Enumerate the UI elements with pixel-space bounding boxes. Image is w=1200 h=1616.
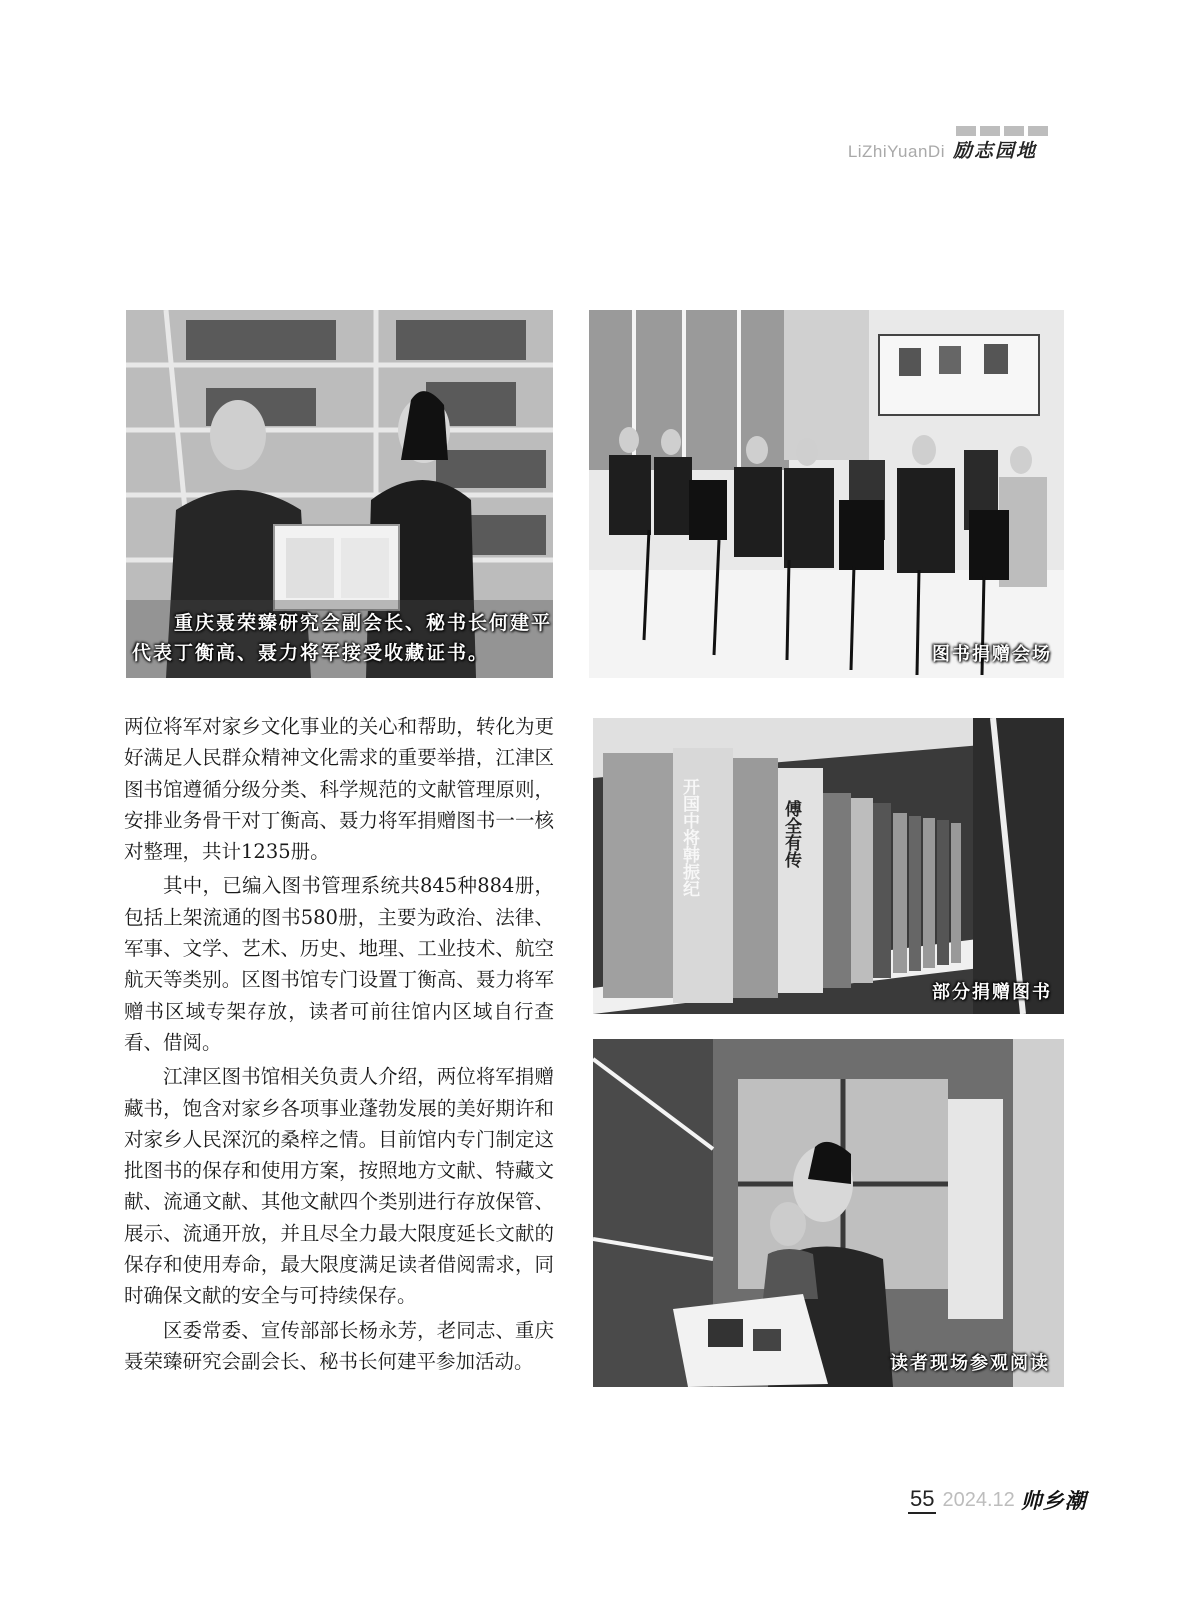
section-title: 励志园地 <box>952 140 1037 162</box>
issue-date: 2024.12 <box>942 1488 1015 1511</box>
venue-image <box>589 310 1064 678</box>
magazine-masthead: 帅乡潮 <box>1020 1489 1087 1513</box>
body-paragraph-4: 区委常委、宣传部部长杨永芳，老同志、重庆聂荣臻研究会副会长、秘书长何建平参加活动。 <box>124 1318 554 1373</box>
ceremony-caption-line2: 代表丁衡高、聂力将军接受收藏证书。 <box>132 642 490 664</box>
body-paragraph-2: 其中，已编入图书管理系统共845种884册，包括上架流通的图书580册，主要为政治、法律、军事、文学、艺术、历史、地理、工业技术、航空航天等类别。区图书馆专门设置丁衡高、聂力将军赠书区域专架存放，读者可前往馆内区域自行查看、借阅。 <box>124 874 554 1054</box>
reader-caption: 读者现场参观阅读 <box>890 1353 1050 1374</box>
section-latin-title: LiZhiYuanDi <box>847 142 945 161</box>
svg-text:傅全有传: 傅全有传 <box>781 800 801 868</box>
page-footer <box>908 1485 1087 1515</box>
ceremony-caption-line1: 重庆聂荣臻研究会副会长、秘书长何建平 <box>174 612 553 634</box>
venue-caption: 图书捐赠会场 <box>932 644 1052 665</box>
svg-text:开国中将韩振纪: 开国中将韩振纪 <box>679 778 699 897</box>
body-paragraph-3: 江津区图书馆相关负责人介绍，两位将军捐赠藏书，饱含对家乡各项事业蓬勃发展的美好期许和对家乡人民深沉的桑梓之情。目前馆内专门制定这批图书的保存和使用方案，按照地方文献、特藏文献、流通文献、其他文献四个类别进行存放保管、展示、流通开放，并且尽全力最大限度延长文献的保存和使用寿命，最大限度满足读者借阅需求，同时确保文献的安全与可持续保存。 <box>124 1065 554 1308</box>
body-paragraph-1: 两位将军对家乡文化事业的关心和帮助，转化为更好满足人民群众精神文化需求的重要举措，江津区图书馆遵循分级分类、科学规范的文献管理原则，安排业务骨干对丁衡高、聂力将军捐赠图书一一核对整理，共计1235册。 <box>124 715 554 864</box>
shelf-image <box>593 718 1064 1014</box>
photo-certificate-ceremony <box>126 310 553 678</box>
shelf-caption: 部分捐赠图书 <box>932 982 1052 1003</box>
photo-readers <box>593 1039 1064 1387</box>
section-header <box>848 136 1037 163</box>
reader-image <box>593 1039 1064 1387</box>
photo-donated-books <box>593 718 1064 1014</box>
page-number: 55 <box>908 1486 936 1514</box>
header-decoration <box>956 126 1048 136</box>
article-body <box>124 711 554 1380</box>
photo-donation-venue <box>589 310 1064 678</box>
